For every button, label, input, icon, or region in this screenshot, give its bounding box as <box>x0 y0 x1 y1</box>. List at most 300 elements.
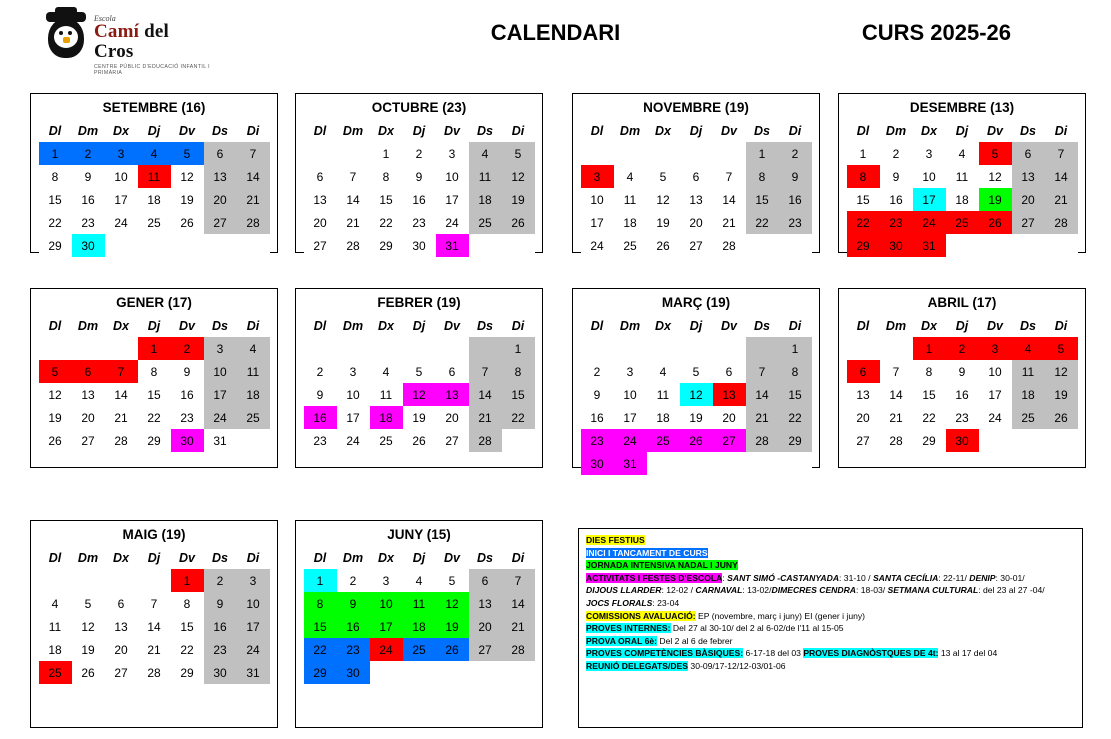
weekday-header: Dv <box>721 318 737 333</box>
day-cell <box>337 142 370 165</box>
week-row <box>304 142 535 165</box>
day-cell: 12 <box>436 592 469 615</box>
day-cell: 27 <box>105 661 138 684</box>
day-cell: 5 <box>680 360 713 383</box>
day-cell <box>204 234 237 257</box>
day-cell: 15 <box>746 188 779 211</box>
day-cell: 29 <box>138 429 171 452</box>
weekday-header: Di <box>511 550 525 565</box>
week-row <box>304 661 535 684</box>
day-cell <box>680 337 713 360</box>
day-cell: 22 <box>171 638 204 661</box>
day-cell: 29 <box>913 429 946 452</box>
day-cell: 2 <box>880 142 913 165</box>
weekday-header: Dv <box>987 318 1003 333</box>
weekday-header: Dl <box>856 123 870 138</box>
day-cell: 16 <box>946 383 979 406</box>
day-cell: 23 <box>403 211 436 234</box>
day-cell: 20 <box>105 638 138 661</box>
legend-row-jornada <box>586 559 1075 572</box>
legend-reunio-label: REUNIÓ DELEGATS/DES <box>586 660 689 671</box>
weekday-header: Dx <box>113 123 129 138</box>
day-cell: 26 <box>979 211 1012 234</box>
weekday-header: Di <box>511 123 525 138</box>
day-cell: 2 <box>779 142 812 165</box>
day-cell <box>138 569 171 592</box>
week-row <box>39 661 270 684</box>
legend-comissions-value: EP (novembre, març i juny) EI (gener i juny) <box>695 610 866 621</box>
day-cell: 20 <box>72 406 105 429</box>
week-row <box>304 569 535 592</box>
day-cell <box>647 142 680 165</box>
logo-name-part2: del Cros <box>94 21 169 62</box>
day-cell: 1 <box>138 337 171 360</box>
day-cell: 3 <box>237 569 270 592</box>
legend-row-jocs-florals <box>586 597 1075 610</box>
day-cell: 20 <box>204 188 237 211</box>
week-row <box>581 337 812 360</box>
day-cell: 8 <box>746 165 779 188</box>
day-cell <box>138 234 171 257</box>
week-row <box>304 360 535 383</box>
day-cell: 2 <box>171 337 204 360</box>
month-block <box>838 288 1086 468</box>
day-cell: 5 <box>647 165 680 188</box>
legend-activitats-label: ACTIVITATS I FESTES D'ESCOLA <box>586 572 723 583</box>
day-cell: 5 <box>171 142 204 165</box>
day-cell: 24 <box>337 429 370 452</box>
weekday-header: Dm <box>885 318 907 333</box>
week-row <box>304 406 535 429</box>
day-cell: 25 <box>237 406 270 429</box>
day-cell: 10 <box>581 188 614 211</box>
day-cell: 7 <box>502 569 535 592</box>
day-cell: 1 <box>779 337 812 360</box>
legend-inici-label: INICI I TANCAMENT DE CURS <box>586 547 708 558</box>
day-cell: 12 <box>979 165 1012 188</box>
day-cell: 21 <box>138 638 171 661</box>
legend-prova-oral-label: PROVA ORAL 6è: <box>586 635 657 646</box>
weekday-header: Dx <box>378 318 394 333</box>
legend-row-proves-cb <box>586 647 1075 660</box>
day-cell: 1 <box>913 337 946 360</box>
weekday-header: Ds <box>754 318 770 333</box>
day-cell: 17 <box>204 383 237 406</box>
day-cell: 14 <box>880 383 913 406</box>
day-cell: 3 <box>105 142 138 165</box>
week-row <box>847 165 1078 188</box>
day-cell: 18 <box>1012 383 1045 406</box>
legend-row-activitats: ACTIVITATS I FESTES D'ESCOLA: SANT SIMÓ -CASTANYADA: 31-10 / SANTA CECÍLIA: 22-11/ DENIP: 30-01/ <box>586 572 1025 583</box>
day-cell: 30 <box>880 234 913 257</box>
legend-row-activitats-2 <box>586 584 1075 597</box>
month-table <box>39 314 270 452</box>
day-cell: 3 <box>979 337 1012 360</box>
day-cell: 9 <box>337 592 370 615</box>
weekday-header: Dm <box>885 123 907 138</box>
month-table <box>581 119 812 257</box>
weekday-header: Dv <box>179 123 195 138</box>
day-cell <box>713 337 746 360</box>
day-cell <box>847 337 880 360</box>
legend-santa-cecilia-date: : 22-11/ <box>938 572 970 583</box>
week-row <box>39 638 270 661</box>
day-cell: 15 <box>913 383 946 406</box>
legend-carnaval-date: : 13-02/ <box>742 585 772 596</box>
day-cell: 15 <box>39 188 72 211</box>
day-cell: 28 <box>337 234 370 257</box>
day-cell: 29 <box>779 429 812 452</box>
day-cell: 26 <box>502 211 535 234</box>
day-cell: 11 <box>138 165 171 188</box>
day-cell: 16 <box>72 188 105 211</box>
legend-sant-simo: SANT SIMÓ -CASTANYADA <box>727 572 840 583</box>
weekday-header: Di <box>788 123 802 138</box>
weekday-header: Dv <box>987 123 1003 138</box>
day-cell: 29 <box>370 234 403 257</box>
legend-row-reunio <box>586 660 1075 673</box>
weekday-header: Dj <box>147 318 161 333</box>
day-cell: 19 <box>72 638 105 661</box>
page-header <box>0 0 1111 76</box>
day-cell <box>880 337 913 360</box>
day-cell: 9 <box>72 165 105 188</box>
weekday-header: Di <box>246 318 260 333</box>
day-cell <box>304 142 337 165</box>
month-title: OCTUBRE (23) <box>371 100 467 115</box>
day-cell <box>403 337 436 360</box>
weekday-header: Dj <box>689 318 703 333</box>
day-cell: 8 <box>502 360 535 383</box>
day-cell: 19 <box>502 188 535 211</box>
day-cell: 31 <box>614 452 647 475</box>
day-cell: 26 <box>647 234 680 257</box>
weekday-header: Dm <box>77 318 99 333</box>
day-cell: 9 <box>204 592 237 615</box>
month-table <box>304 119 535 257</box>
day-cell: 25 <box>1012 406 1045 429</box>
day-cell <box>746 337 779 360</box>
month-block <box>30 93 278 253</box>
day-cell: 26 <box>403 429 436 452</box>
day-cell: 22 <box>913 406 946 429</box>
weekday-header: Di <box>511 318 525 333</box>
day-cell: 13 <box>304 188 337 211</box>
day-cell: 26 <box>680 429 713 452</box>
day-cell: 12 <box>647 188 680 211</box>
day-cell: 23 <box>880 211 913 234</box>
day-cell: 10 <box>237 592 270 615</box>
month-title: JUNY (15) <box>387 527 451 542</box>
week-row <box>39 188 270 211</box>
month-block <box>30 288 278 468</box>
legend-jocs-florals: JOCS FLORALS <box>586 597 653 608</box>
day-cell: 28 <box>880 429 913 452</box>
legend-dimecres-cendra: DIMECRES CENDRA <box>771 585 856 596</box>
week-row <box>304 337 535 360</box>
day-cell: 4 <box>469 142 502 165</box>
day-cell: 24 <box>204 406 237 429</box>
day-cell: 3 <box>370 569 403 592</box>
day-cell: 23 <box>581 429 614 452</box>
logo-name-part1: Camí <box>94 21 140 42</box>
day-cell: 1 <box>304 569 337 592</box>
day-cell <box>105 234 138 257</box>
month-title: MAIG (19) <box>122 527 186 542</box>
day-cell: 11 <box>403 592 436 615</box>
day-cell: 26 <box>436 638 469 661</box>
day-cell <box>502 661 535 684</box>
day-cell <box>746 234 779 257</box>
day-cell: 22 <box>847 211 880 234</box>
day-cell <box>237 234 270 257</box>
day-cell: 2 <box>403 142 436 165</box>
day-cell: 25 <box>138 211 171 234</box>
day-cell: 10 <box>204 360 237 383</box>
day-cell: 15 <box>502 383 535 406</box>
day-cell: 6 <box>72 360 105 383</box>
day-cell: 19 <box>39 406 72 429</box>
day-cell: 5 <box>502 142 535 165</box>
day-cell: 3 <box>913 142 946 165</box>
week-row <box>847 142 1078 165</box>
day-cell <box>72 569 105 592</box>
weekday-header: Dv <box>179 318 195 333</box>
day-cell: 11 <box>1012 360 1045 383</box>
week-row <box>39 142 270 165</box>
day-cell: 10 <box>614 383 647 406</box>
day-cell <box>581 142 614 165</box>
day-cell: 27 <box>1012 211 1045 234</box>
weekday-header: Dm <box>342 550 364 565</box>
week-row <box>847 211 1078 234</box>
legend-proves-internes-value: Del 27 al 30-10/ del 2 al 6-02/de l'11 al 15-05 <box>670 623 844 634</box>
day-cell: 6 <box>1012 142 1045 165</box>
day-cell: 10 <box>337 383 370 406</box>
day-cell: 25 <box>39 661 72 684</box>
day-cell: 6 <box>204 142 237 165</box>
day-cell: 21 <box>237 188 270 211</box>
day-cell <box>1045 234 1078 257</box>
week-row <box>39 383 270 406</box>
weekday-header: Dl <box>48 123 62 138</box>
legend-santa-cecilia: SANTA CECÍLIA <box>872 572 939 583</box>
day-cell: 27 <box>72 429 105 452</box>
logo-subtitle: CENTRE PÚBLIC D'EDUCACIÓ INFANTIL I PRIMÀRIA <box>94 63 210 76</box>
day-cell <box>469 234 502 257</box>
day-cell: 11 <box>237 360 270 383</box>
day-cell: 15 <box>304 615 337 638</box>
day-cell: 16 <box>337 615 370 638</box>
day-cell: 9 <box>581 383 614 406</box>
day-cell: 6 <box>304 165 337 188</box>
day-cell: 25 <box>946 211 979 234</box>
legend-proves-diag-label: PROVES DIAGNÒSTQUES DE 4t: <box>803 648 939 659</box>
weekday-header: Dm <box>342 123 364 138</box>
day-cell: 7 <box>1045 142 1078 165</box>
day-cell <box>979 234 1012 257</box>
day-cell: 21 <box>337 211 370 234</box>
day-cell: 8 <box>779 360 812 383</box>
day-cell: 19 <box>1045 383 1078 406</box>
weekday-header: Dv <box>444 318 460 333</box>
day-cell: 23 <box>72 211 105 234</box>
day-cell: 20 <box>847 406 880 429</box>
day-cell: 24 <box>370 638 403 661</box>
weekday-header-row <box>847 314 1078 337</box>
day-cell: 9 <box>403 165 436 188</box>
day-cell <box>779 452 812 475</box>
day-cell: 24 <box>436 211 469 234</box>
day-cell: 3 <box>204 337 237 360</box>
day-cell: 28 <box>105 429 138 452</box>
day-cell: 3 <box>337 360 370 383</box>
week-row <box>39 429 270 452</box>
day-cell: 25 <box>647 429 680 452</box>
week-row <box>304 429 535 452</box>
day-cell: 6 <box>713 360 746 383</box>
day-cell: 19 <box>647 211 680 234</box>
weekday-header: Ds <box>477 550 493 565</box>
day-cell <box>581 337 614 360</box>
day-cell: 1 <box>171 569 204 592</box>
day-cell: 29 <box>847 234 880 257</box>
weekday-header: Dm <box>619 318 641 333</box>
day-cell: 4 <box>138 142 171 165</box>
day-cell: 28 <box>713 234 746 257</box>
legend-row-festius <box>586 534 1075 547</box>
day-cell: 30 <box>946 429 979 452</box>
weekday-header: Dx <box>113 318 129 333</box>
day-cell: 14 <box>105 383 138 406</box>
day-cell: 28 <box>746 429 779 452</box>
day-cell: 12 <box>680 383 713 406</box>
week-row <box>304 615 535 638</box>
day-cell: 7 <box>337 165 370 188</box>
month-block <box>572 93 820 253</box>
day-cell: 2 <box>304 360 337 383</box>
month-block <box>838 93 1086 253</box>
week-row <box>847 234 1078 257</box>
day-cell: 12 <box>171 165 204 188</box>
weekday-header-row <box>304 314 535 337</box>
day-cell: 14 <box>469 383 502 406</box>
day-cell: 14 <box>1045 165 1078 188</box>
day-cell: 1 <box>370 142 403 165</box>
day-cell: 15 <box>171 615 204 638</box>
weekday-header: Dx <box>921 123 937 138</box>
legend-row-comissions <box>586 610 1075 623</box>
day-cell: 21 <box>469 406 502 429</box>
week-row <box>304 188 535 211</box>
day-cell: 6 <box>469 569 502 592</box>
day-cell: 6 <box>105 592 138 615</box>
day-cell: 10 <box>436 165 469 188</box>
day-cell: 12 <box>72 615 105 638</box>
day-cell: 16 <box>880 188 913 211</box>
week-row <box>304 592 535 615</box>
day-cell: 14 <box>713 188 746 211</box>
day-cell <box>370 661 403 684</box>
day-cell: 15 <box>847 188 880 211</box>
month-table <box>304 314 535 452</box>
day-cell: 30 <box>204 661 237 684</box>
day-cell: 24 <box>979 406 1012 429</box>
weekday-header: Dv <box>444 550 460 565</box>
day-cell: 17 <box>581 211 614 234</box>
day-cell: 2 <box>204 569 237 592</box>
day-cell: 27 <box>713 429 746 452</box>
week-row <box>39 360 270 383</box>
day-cell: 7 <box>105 360 138 383</box>
day-cell: 9 <box>304 383 337 406</box>
day-cell: 18 <box>39 638 72 661</box>
day-cell: 19 <box>403 406 436 429</box>
day-cell: 9 <box>946 360 979 383</box>
day-cell: 4 <box>39 592 72 615</box>
week-row <box>581 211 812 234</box>
day-cell: 11 <box>39 615 72 638</box>
month-block <box>295 93 543 253</box>
day-cell: 5 <box>979 142 1012 165</box>
day-cell: 25 <box>403 638 436 661</box>
day-cell: 24 <box>105 211 138 234</box>
day-cell <box>436 661 469 684</box>
weekday-header: Dx <box>655 123 671 138</box>
month-title: GENER (17) <box>116 295 192 310</box>
month-title: FEBRER (19) <box>377 295 461 310</box>
day-cell: 21 <box>746 406 779 429</box>
weekday-header: Dj <box>412 123 426 138</box>
month-table <box>39 119 270 257</box>
weekday-header: Ds <box>212 318 228 333</box>
day-cell: 31 <box>204 429 237 452</box>
day-cell: 1 <box>847 142 880 165</box>
day-cell: 9 <box>779 165 812 188</box>
day-cell: 13 <box>469 592 502 615</box>
day-cell: 22 <box>138 406 171 429</box>
day-cell: 18 <box>370 406 403 429</box>
day-cell: 6 <box>436 360 469 383</box>
weekday-header: Dl <box>48 318 62 333</box>
week-row <box>581 383 812 406</box>
day-cell: 17 <box>979 383 1012 406</box>
day-cell: 28 <box>502 638 535 661</box>
day-cell: 20 <box>304 211 337 234</box>
day-cell: 16 <box>403 188 436 211</box>
week-row <box>39 234 270 257</box>
weekday-header: Dl <box>313 318 327 333</box>
day-cell: 23 <box>779 211 812 234</box>
legend-denip-date: : 30-01/ <box>995 572 1025 583</box>
day-cell <box>713 142 746 165</box>
day-cell: 24 <box>581 234 614 257</box>
day-cell: 24 <box>913 211 946 234</box>
day-cell <box>647 452 680 475</box>
day-cell: 22 <box>39 211 72 234</box>
week-row <box>304 165 535 188</box>
day-cell: 23 <box>946 406 979 429</box>
weekday-header-row <box>39 314 270 337</box>
day-cell: 18 <box>469 188 502 211</box>
day-cell: 23 <box>171 406 204 429</box>
day-cell <box>502 234 535 257</box>
weekday-header: Ds <box>212 123 228 138</box>
day-cell: 12 <box>502 165 535 188</box>
day-cell: 8 <box>304 592 337 615</box>
weekday-header: Dj <box>689 123 703 138</box>
day-cell: 10 <box>105 165 138 188</box>
